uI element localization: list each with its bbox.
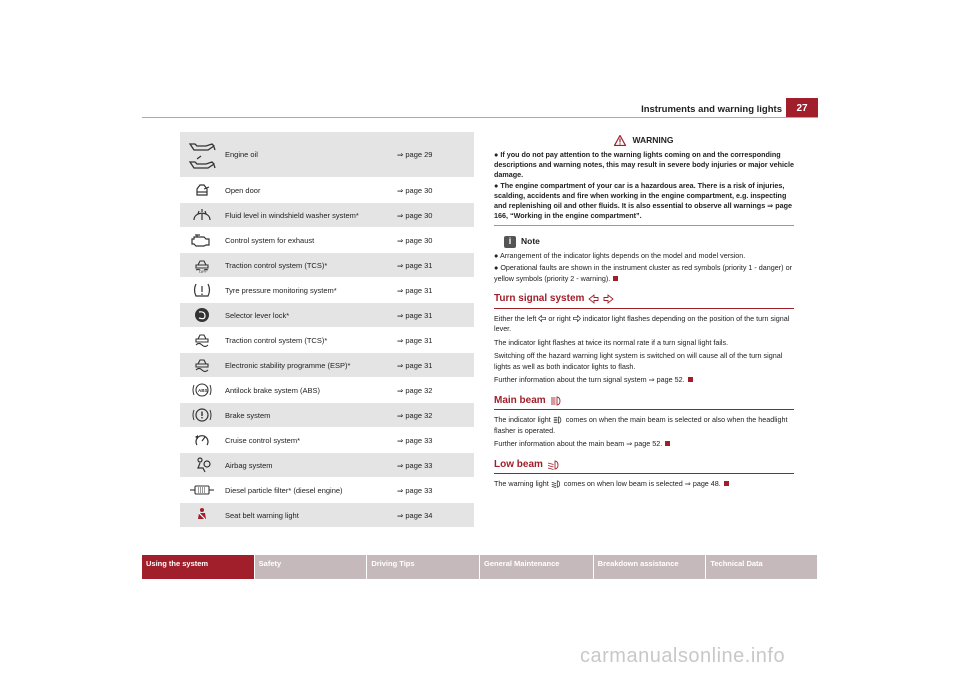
end-marker — [665, 441, 670, 446]
note-bullet-2: ● Operational faults are shown in the instrument cluster as red symbols (priority 1 - danger) or yellow symbols (priority 2 - warning). — [494, 263, 792, 283]
main-beam-icon — [550, 396, 564, 406]
selector-lever-lock-icon — [180, 307, 223, 323]
warning-triangle-icon — [614, 135, 626, 146]
page-reference-link[interactable]: ⇒ page 33 — [397, 485, 433, 495]
page-reference-link[interactable]: ⇒ page 34 — [397, 510, 433, 520]
row-label: Engine oil — [225, 150, 258, 159]
svg-text:OFF: OFF — [198, 269, 207, 273]
page-reference-link[interactable]: ⇒ page 31 — [397, 285, 433, 295]
warning-box — [494, 135, 794, 226]
cruise-control-icon — [180, 432, 223, 448]
table-row — [180, 253, 474, 278]
abs-icon — [180, 382, 223, 398]
low-beam-icon — [547, 460, 561, 470]
row-label: Selector lever lock* — [225, 310, 290, 320]
footer-tab[interactable]: Driving Tips — [367, 555, 479, 579]
table-row — [180, 453, 474, 478]
right-column — [494, 135, 794, 493]
row-label: Electronic stability programme (ESP)* — [225, 360, 351, 370]
page-reference-link[interactable]: ⇒ page 31 — [397, 335, 433, 345]
watermark: carmanualsonline.info — [580, 645, 786, 667]
note-title: Note — [521, 236, 540, 247]
turn-paragraph-3: Switching off the hazard warning light system is switched on will cause all of the turn signal lights as well as both indicator lights to flash. — [494, 351, 783, 371]
row-label: Airbag system — [225, 460, 273, 470]
note-heading — [504, 236, 794, 248]
left-arrow-icon — [538, 315, 546, 322]
page-reference-link[interactable]: ⇒ page 33 — [397, 435, 433, 445]
seat-belt-icon — [180, 507, 223, 523]
page-reference-link[interactable]: ⇒ page 30 — [397, 210, 433, 220]
row-label: Brake system — [225, 410, 271, 420]
table-row — [180, 203, 474, 228]
page-reference-link[interactable]: ⇒ page 29 — [397, 150, 433, 159]
footer-nav — [142, 555, 818, 579]
table-row — [180, 228, 474, 253]
row-label: Traction control system (TCS)* — [225, 335, 328, 345]
main-beam-heading: Main beam — [494, 396, 794, 411]
row-label: Seat belt warning light — [225, 510, 299, 520]
table-row — [180, 328, 474, 353]
turn-paragraph-1: Either the left or right indicator light flashes depending on the position of the turn signal lever. — [494, 313, 790, 334]
svg-text:ABS: ABS — [197, 388, 208, 393]
footer-tab[interactable]: General Maintenance — [480, 555, 593, 579]
row-label: Fluid level in windshield washer system* — [225, 210, 359, 220]
row-label: Traction control system (TCS)* — [225, 260, 328, 270]
footer-tab[interactable]: Breakdown assistance — [594, 555, 706, 579]
table-row — [180, 403, 474, 428]
table-row — [180, 303, 474, 328]
page-reference-link[interactable]: ⇒ page 31 — [397, 360, 433, 370]
page-section-title: Instruments and warning lights — [641, 104, 782, 115]
table-row — [180, 278, 474, 303]
main-paragraph-1: The indicator light comes on when the main beam is selected or also when the headlight flasher is operated. — [494, 415, 788, 435]
warning-paragraph-1: ● If you do not pay attention to the warning lights coming on and the corresponding descriptions and warning notes, this may result in severe body injuries or major vehicle damage. — [494, 150, 794, 179]
page-reference-link[interactable]: ⇒ page 30 — [397, 235, 433, 245]
skid-car-icon — [180, 332, 223, 348]
particle-filter-icon — [180, 483, 223, 497]
warning-paragraph-2: ● The engine compartment of your car is a hazardous area. There is a risk of injuries, scalding, accidents and fire when working in the engine compartment, e.g. inspecting and replenishing oil and other fluids. It is also essential to observe all warnings ⇒ page 166, “Working in the engine compartment”. — [494, 181, 792, 220]
end-marker — [724, 481, 729, 486]
row-label: Diesel particle filter* (diesel engine) — [225, 485, 343, 495]
end-marker — [688, 377, 693, 382]
table-row — [180, 478, 474, 503]
page-reference-link[interactable]: ⇒ page 32 — [397, 385, 433, 395]
turn-signal-icon — [588, 294, 614, 304]
oil-can-icon — [180, 138, 223, 172]
table-row — [180, 378, 474, 403]
row-label: Antilock brake system (ABS) — [225, 385, 321, 395]
warning-heading — [494, 135, 794, 146]
brake-system-icon — [180, 407, 223, 423]
turn-paragraph-2: The indicator light flashes at twice its normal rate if a turn signal light fails. — [494, 337, 729, 347]
note-icon: i — [504, 236, 516, 248]
tyre-pressure-icon — [180, 282, 223, 298]
low-beam-inline-icon — [551, 480, 562, 488]
tcs-off-icon — [180, 257, 223, 273]
low-beam-heading: Low beam — [494, 460, 794, 475]
note-bullet-1: ● Arrangement of the indicator lights depends on the model and model version. — [494, 250, 746, 260]
footer-tab[interactable]: Safety — [255, 555, 367, 579]
end-marker — [613, 276, 618, 281]
main-beam-inline-icon — [553, 416, 564, 424]
open-door-icon — [180, 183, 223, 197]
main-paragraph-2: Further information about the main beam ⇒ page 52. — [494, 439, 794, 450]
turn-paragraph-4: Further information about the turn signal system ⇒ page 52. — [494, 375, 794, 386]
warning-title: WARNING — [632, 135, 674, 146]
page-reference-link[interactable]: ⇒ page 32 — [397, 410, 433, 420]
header-rule — [142, 117, 818, 118]
table-row — [180, 178, 474, 203]
warning-lights-table — [180, 132, 474, 528]
footer-tab[interactable]: Using the system — [142, 555, 254, 579]
row-label: Open door — [225, 185, 261, 195]
row-label: Tyre pressure monitoring system* — [225, 285, 337, 295]
table-row — [180, 428, 474, 453]
page-number: 27 — [786, 98, 818, 118]
washer-fluid-icon — [180, 208, 223, 222]
airbag-icon — [180, 457, 223, 473]
engine-icon — [180, 233, 223, 247]
page-reference-link[interactable]: ⇒ page 31 — [397, 260, 433, 270]
row-label: Control system for exhaust — [225, 235, 315, 245]
footer-tab[interactable]: Technical Data — [706, 555, 817, 579]
table-row — [180, 503, 474, 528]
page-reference-link[interactable]: ⇒ page 31 — [397, 310, 433, 320]
esp-icon — [180, 357, 223, 373]
right-arrow-icon — [573, 315, 581, 322]
low-paragraph-1: The warning light comes on when low beam is selected ⇒ page 48. — [494, 479, 794, 490]
table-row — [180, 132, 474, 178]
turn-signal-heading: Turn signal system — [494, 294, 794, 309]
table-row — [180, 353, 474, 378]
row-label: Cruise control system* — [225, 435, 301, 445]
page-reference-link[interactable]: ⇒ page 30 — [397, 185, 433, 195]
page-reference-link[interactable]: ⇒ page 33 — [397, 460, 433, 470]
